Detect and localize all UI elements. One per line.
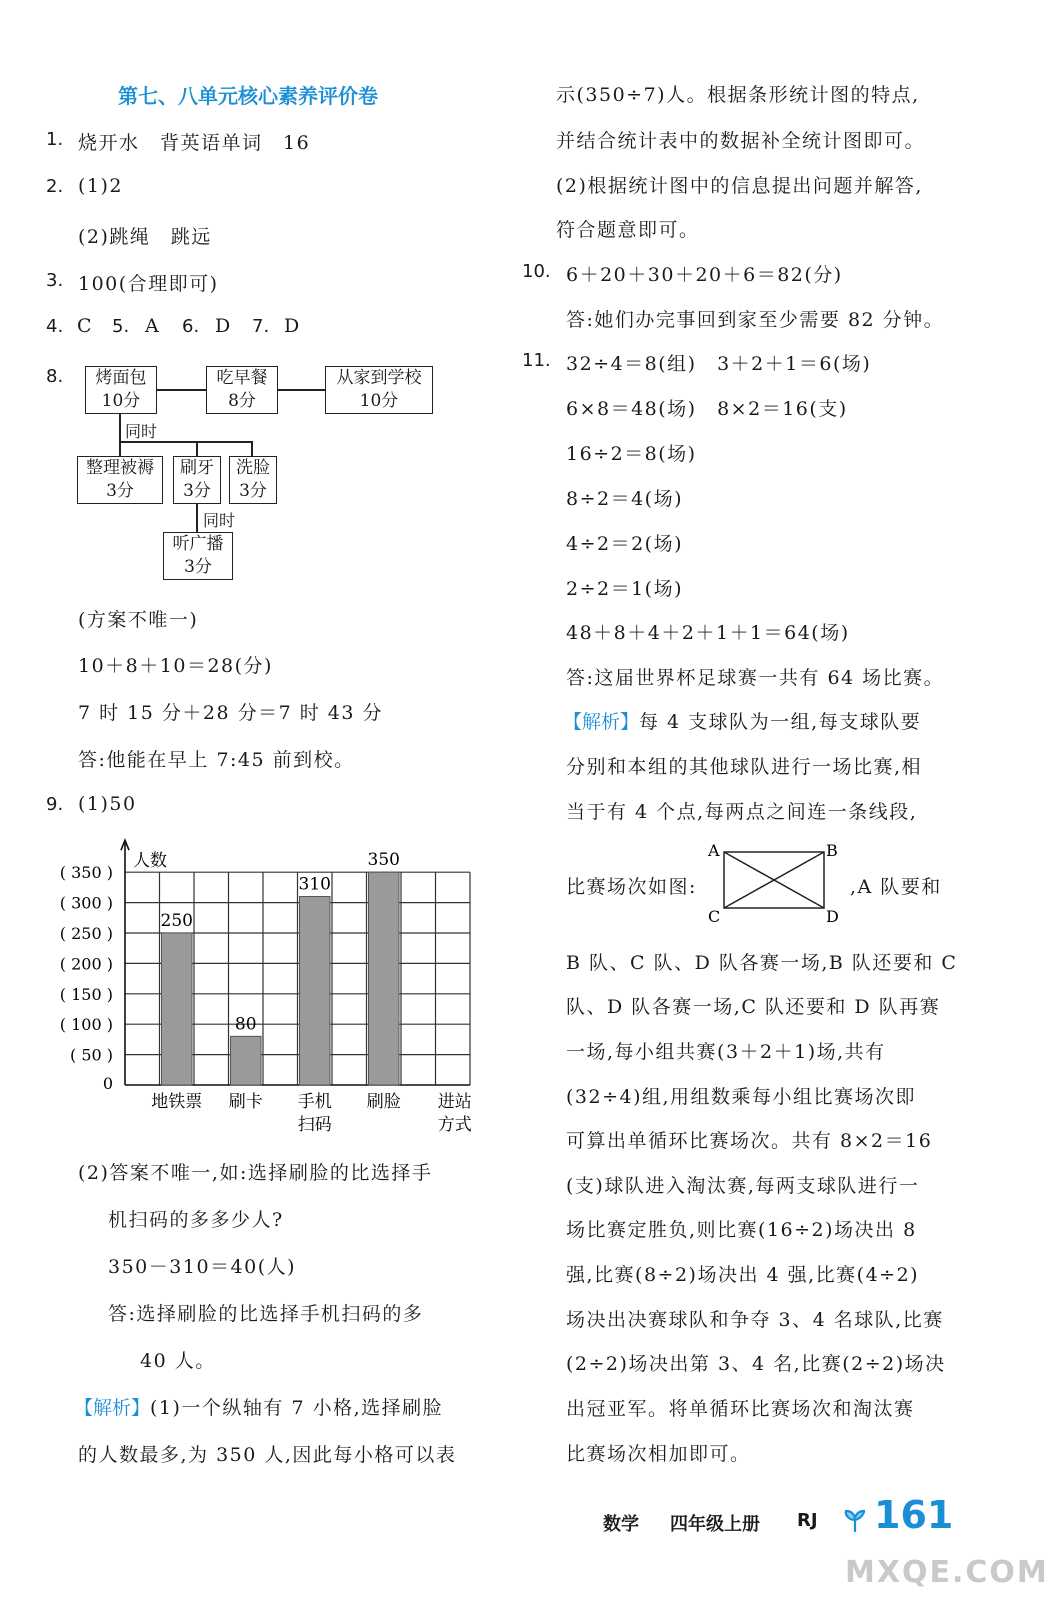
sprout-icon — [842, 1508, 868, 1534]
q7-answer: D — [284, 315, 301, 337]
x-tick-label: 刷卡 — [228, 1092, 263, 1112]
q1-number: 1. — [46, 129, 64, 150]
q11-analysis-2: 分别和本组的其他球队进行一场比赛,相 — [566, 756, 923, 778]
q11-analysis-16: 比赛场次相加即可。 — [566, 1443, 751, 1465]
box-label: 烤面包 — [95, 368, 147, 388]
q4-answer: C — [77, 315, 94, 337]
q9-analysis-2: 的人数最多,为 350 人,因此每小格可以表 — [78, 1444, 457, 1466]
bar-value-label: 80 — [234, 1014, 257, 1035]
q5-number: 5. — [112, 316, 130, 337]
q8-note: (方案不唯一) — [78, 609, 199, 631]
y-tick-label: ( 350 ) — [59, 863, 113, 883]
y-tick-label: ( 100 ) — [59, 1015, 113, 1035]
connector-line — [155, 389, 207, 391]
q11-analysis-5: B 队、C 队、D 队各赛一场,B 队还要和 C — [566, 952, 958, 974]
q2-answer-1: (1)2 — [78, 175, 124, 197]
y-tick-label: ( 200 ) — [59, 954, 113, 974]
q11-analysis-12: 强,比赛(8÷2)场决出 4 强,比赛(4÷2) — [566, 1264, 920, 1286]
analysis-label: 【解析】 — [563, 711, 640, 733]
q11-line-1: 32÷4＝8(组) 3＋2＋1＝6(场) — [566, 353, 872, 375]
q11-analysis-8: (32÷4)组,用组数乘每小组比赛场次即 — [566, 1086, 917, 1108]
bar-chart — [40, 815, 480, 1145]
q9-analysis-1: (1)一个纵轴有 7 小格,选择刷脸 — [150, 1397, 444, 1419]
box-label: 洗脸 — [236, 458, 270, 478]
chart-bars — [162, 872, 400, 1085]
connector-line — [276, 389, 326, 391]
box-duration: 10分 — [359, 391, 399, 411]
q9-calc: 350－310＝40(人) — [108, 1256, 297, 1278]
q6-number: 6. — [182, 316, 200, 337]
q11-analysis-15: 出冠亚军。将单循环比赛场次和淘汰赛 — [566, 1398, 915, 1420]
q10-answer: 答:她们办完事回到家至少需要 82 分钟。 — [566, 309, 945, 331]
box-duration: 3分 — [183, 481, 211, 501]
box-duration: 3分 — [239, 481, 267, 501]
box-bake-bread — [85, 366, 157, 414]
q11-answer: 答:这届世界杯足球赛一共有 64 场比赛。 — [566, 667, 945, 689]
q8-answer: 答:他能在早上 7:45 前到校。 — [78, 749, 355, 771]
bar — [162, 933, 193, 1085]
q11-line-2: 6×8＝48(场) 8×2＝16(支) — [566, 398, 848, 420]
bar-value-label: 250 — [160, 911, 193, 931]
q11-analysis-10: (支)球队进入淘汰赛,每两支球队进行一 — [566, 1175, 920, 1197]
match-diagram — [700, 838, 850, 930]
q10-calc: 6＋20＋30＋20＋6＝82(分) — [566, 264, 843, 286]
x-tick-label: 手机 — [297, 1092, 332, 1112]
box-wash-face — [229, 456, 277, 504]
q11-analysis-6: 队、D 队各赛一场,C 队还要和 D 队再赛 — [566, 996, 941, 1018]
q5-answer: A — [145, 315, 161, 337]
x-axis-label: 方式 — [437, 1115, 472, 1135]
box-duration: 3分 — [184, 557, 212, 577]
box-brush-teeth — [173, 456, 221, 504]
chart-labels — [60, 850, 472, 1135]
q2-number: 2. — [46, 176, 64, 197]
q11-analysis-11: 场比赛定胜负,则比赛(16÷2)场决出 8 — [566, 1219, 917, 1241]
point-b-label: B — [826, 841, 838, 860]
q4-number: 4. — [46, 316, 64, 337]
footer-subject: 数学 — [603, 1514, 639, 1535]
bar — [231, 1036, 262, 1085]
q11-analysis-14: (2÷2)场决出第 3、4 名,比赛(2÷2)场决 — [566, 1353, 946, 1375]
point-a-label: A — [708, 841, 720, 860]
q10-number: 10. — [522, 261, 551, 282]
q3-answer: 100(合理即可) — [78, 273, 219, 295]
x-tick-label: 扫码 — [297, 1115, 332, 1135]
box-breakfast — [206, 366, 278, 414]
box-label: 从家到学校 — [336, 368, 422, 388]
q8-number: 8. — [46, 366, 64, 387]
q11-line-4: 8÷2＝4(场) — [566, 488, 684, 510]
x-tick-label: 地铁票 — [151, 1092, 203, 1112]
box-duration: 10分 — [101, 391, 141, 411]
point-d-label: D — [826, 907, 839, 926]
q9-analysis-4: 并结合统计表中的数据补全统计图即可。 — [556, 130, 926, 152]
q9-number: 9. — [46, 794, 64, 815]
box-duration: 8分 — [228, 391, 256, 411]
q11-analysis-13: 场决出决赛球队和争夺 3、4 名球队,比赛 — [566, 1309, 944, 1331]
q11-analysis-3: 当于有 4 个点,每两点之间连一条线段, — [566, 801, 918, 823]
y-tick-label: ( 50 ) — [69, 1045, 113, 1065]
q11-analysis-7: 一场,每小组共赛(3＋2＋1)场,共有 — [566, 1041, 886, 1063]
y-axis-label: 人数 — [133, 851, 167, 872]
q2-answer-2: (2)跳绳 跳远 — [78, 226, 212, 248]
q3-number: 3. — [46, 270, 64, 291]
bar — [369, 872, 400, 1085]
q9-answer-text-1: 答:选择刷脸的比选择手机扫码的多 — [108, 1303, 424, 1325]
q7-number: 7. — [252, 316, 270, 337]
analysis-label: 【解析】 — [74, 1397, 151, 1419]
box-label: 吃早餐 — [216, 368, 268, 388]
simultaneous-label: 同时 — [203, 511, 236, 530]
connector-line — [251, 441, 253, 457]
box-label: 整理被褥 — [86, 458, 154, 478]
q9-analysis-5: (2)根据统计图中的信息提出问题并解答, — [556, 175, 923, 197]
q11-analysis-4a: 比赛场次如图: — [566, 876, 697, 898]
page-number: 161 — [874, 1493, 954, 1537]
q9-analysis-3: 示(350÷7)人。根据条形统计图的特点, — [556, 84, 920, 106]
connector-line — [119, 413, 121, 457]
box-home-to-school — [325, 366, 433, 414]
connector-line — [196, 502, 198, 532]
q11-analysis-9: 可算出单循环比赛场次。共有 8×2＝16 — [566, 1130, 933, 1152]
page-title: 第七、八单元核心素养评价卷 — [118, 84, 378, 108]
q11-line-7: 48＋8＋4＋2＋1＋1＝64(场) — [566, 622, 850, 644]
q11-analysis-1: 每 4 支球队为一组,每支球队要 — [639, 711, 922, 733]
box-label: 刷牙 — [180, 458, 214, 478]
footer-edition: RJ — [797, 1510, 818, 1531]
q8-calc-1: 10＋8＋10＝28(分) — [78, 655, 273, 677]
y-tick-label: ( 150 ) — [59, 984, 113, 1004]
bar-value-label: 350 — [367, 850, 400, 871]
connector-line — [196, 441, 198, 457]
box-duration: 3分 — [106, 481, 134, 501]
q11-line-3: 16÷2＝8(场) — [566, 443, 697, 465]
watermark: MXQE.COM — [845, 1555, 1049, 1590]
q1-answer: 烧开水 背英语单词 16 — [78, 132, 311, 154]
point-c-label: C — [708, 907, 721, 926]
origin-label: 0 — [102, 1074, 113, 1093]
q11-analysis-4b: ,A 队要和 — [850, 876, 942, 898]
footer-grade: 四年级上册 — [670, 1514, 760, 1535]
q9-answer-2a: (2)答案不唯一,如:选择刷脸的比选择手 — [78, 1162, 433, 1184]
q11-line-6: 2÷2＝1(场) — [566, 578, 684, 600]
y-tick-label: ( 300 ) — [59, 893, 113, 913]
box-label: 听广播 — [172, 534, 224, 554]
q9-answer-2b: 机扫码的多多少人? — [108, 1209, 284, 1231]
q11-number: 11. — [522, 350, 551, 371]
box-make-bed — [77, 456, 163, 504]
q8-calc-2: 7 时 15 分＋28 分＝7 时 43 分 — [78, 702, 383, 724]
simultaneous-label: 同时 — [125, 422, 158, 441]
bar-value-label: 310 — [298, 874, 331, 895]
q9-analysis-6: 符合题意即可。 — [556, 219, 700, 241]
x-tick-label: 刷脸 — [366, 1092, 401, 1112]
y-tick-label: ( 250 ) — [59, 924, 113, 943]
q9-answer-text-2: 40 人。 — [140, 1350, 216, 1372]
x-axis-label: 进站 — [437, 1092, 472, 1112]
q11-line-5: 4÷2＝2(场) — [566, 533, 684, 555]
connector-line — [196, 441, 252, 443]
q6-answer: D — [215, 315, 232, 337]
q9-answer-1: (1)50 — [78, 793, 137, 815]
box-listen-radio — [163, 532, 233, 580]
bar — [300, 897, 331, 1085]
